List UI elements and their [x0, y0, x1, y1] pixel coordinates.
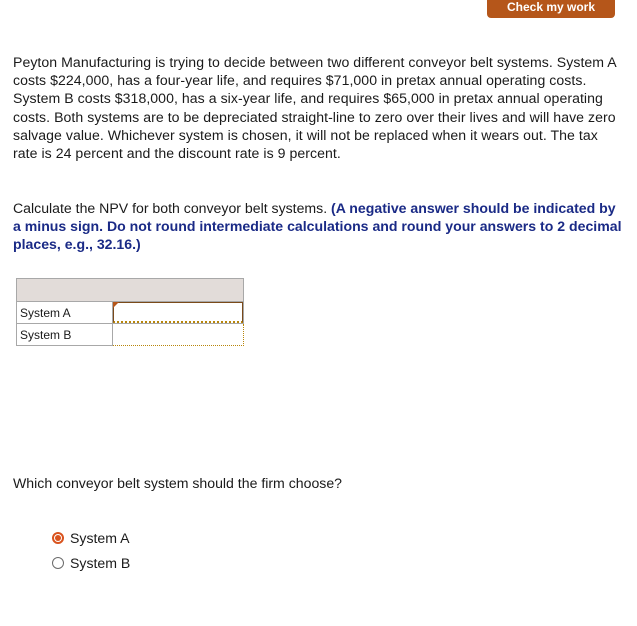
- row-label-system-b: System B: [17, 324, 113, 346]
- row-label-system-a: System A: [17, 302, 113, 324]
- table-row: [17, 324, 244, 346]
- instruction-emphasis: (A negative answer should be indicated by a minus sign. Do not round intermediate calculations and round your answers to 2 decimal places, e.g., 32.16.): [13, 200, 622, 253]
- radio-option-system-b[interactable]: [52, 550, 130, 575]
- radio-label-system-a: System A: [70, 529, 130, 546]
- system-choice-radio-group: [52, 525, 130, 575]
- radio-unselected-icon[interactable]: [52, 557, 64, 569]
- npv-table: [16, 278, 244, 346]
- instruction-text: [13, 199, 623, 254]
- npv-table-header: [17, 279, 244, 302]
- npv-input-system-a[interactable]: [113, 302, 243, 323]
- problem-statement: Peyton Manufacturing is trying to decide between two different conveyor belt systems. System A costs $224,000, has a four-year life, and requires $71,000 in pretax annual operating costs. System B costs $318,000, has a six-year life, and requires $65,000 in pretax annual operating costs. Both systems are to be depreciated straight-line to zero over their lives and will have zero salvage value. Whichever system is chosen, it will not be replaced when it wears out. The tax rate is 24 percent and the discount rate is 9 percent.: [13, 54, 616, 162]
- npv-table-header-cell: [17, 279, 244, 302]
- npv-input-system-b[interactable]: [113, 324, 243, 345]
- check-my-work-button[interactable]: Check my work: [487, 0, 615, 18]
- npv-cell-system-b: [113, 324, 244, 346]
- npv-cell-system-a: [113, 302, 244, 324]
- instruction-prefix: Calculate the NPV for both conveyor belt systems.: [13, 200, 332, 216]
- radio-selected-icon[interactable]: [52, 532, 64, 544]
- table-row: [17, 302, 244, 324]
- radio-option-system-a[interactable]: [52, 525, 130, 550]
- radio-label-system-b: System B: [70, 554, 131, 571]
- choice-question: Which conveyor belt system should the firm choose?: [13, 475, 343, 491]
